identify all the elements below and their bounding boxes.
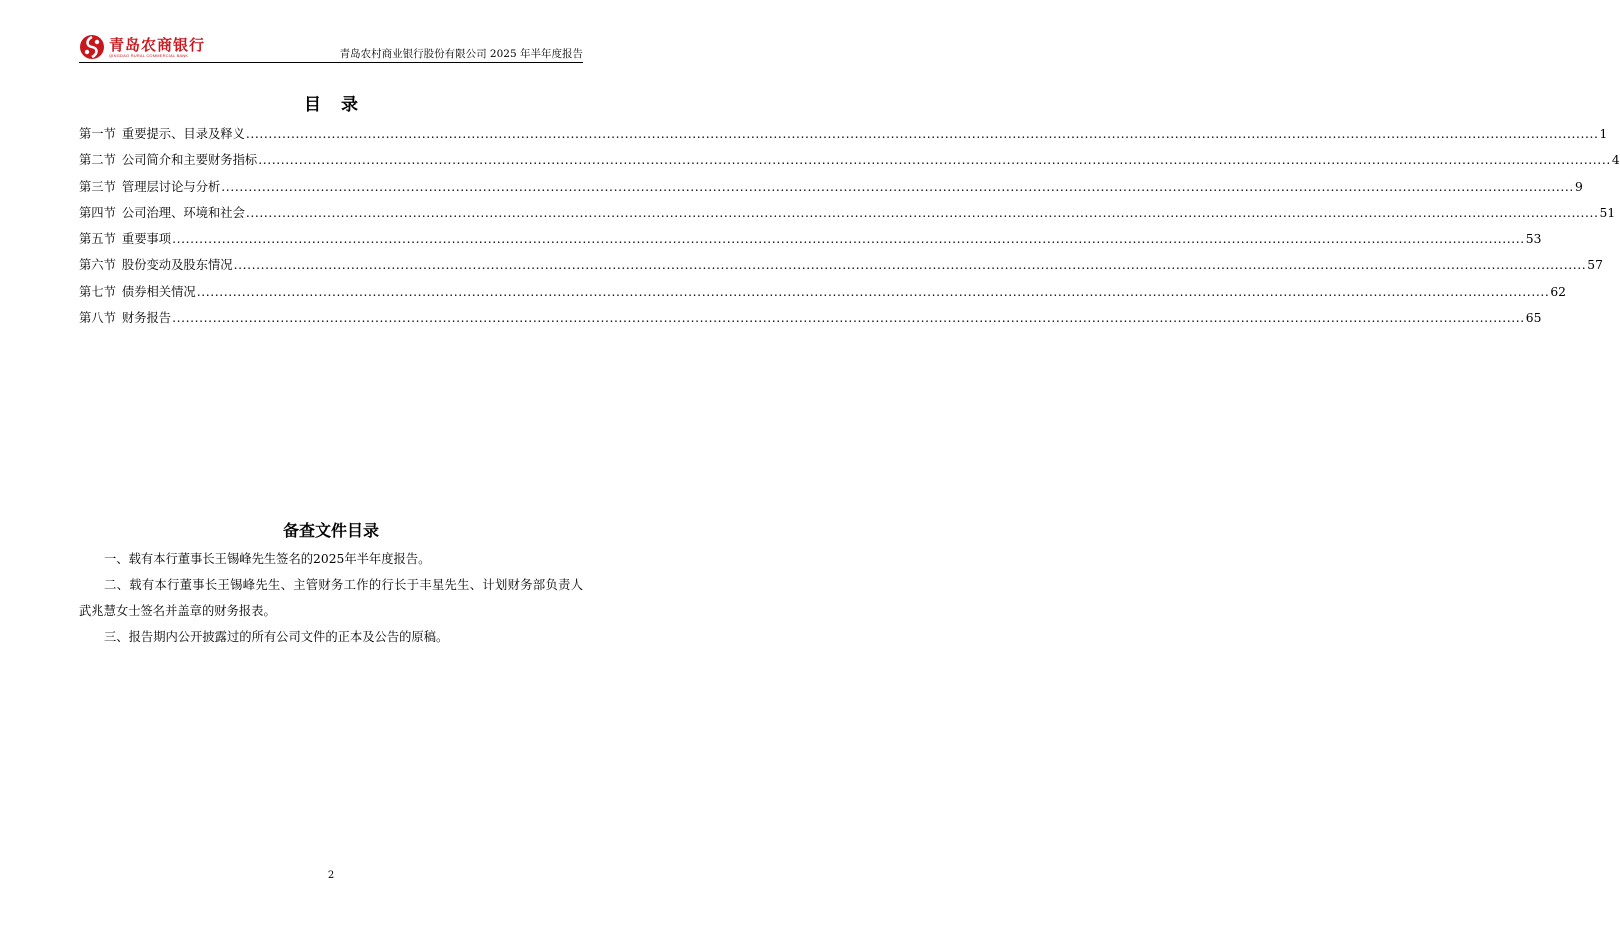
toc-section-name: 公司简介和主要财务指标 [121, 153, 258, 168]
toc-page-number: 53 [1525, 232, 1542, 247]
report-title: 青岛农村商业银行股份有限公司 2025 年半年度报告 [339, 48, 583, 60]
toc-section-number: 第三节 [79, 179, 116, 194]
toc-item[interactable] [79, 282, 1567, 308]
bank-logo [79, 33, 205, 61]
reference-doc-item: 一、载有本行董事长王锡峰先生签名的2025年半年度报告。 [104, 552, 431, 566]
toc-section-name: 重要事项 [121, 232, 172, 247]
toc-page-number: 4 [1611, 153, 1620, 168]
toc-section-number: 第六节 [79, 258, 116, 273]
toc-section-name: 公司治理、环境和社会 [121, 205, 245, 220]
toc-section-name: 财务报告 [121, 311, 172, 326]
toc-section-name: 股份变动及股东情况 [121, 258, 233, 273]
toc-section-name: 债券相关情况 [121, 284, 196, 299]
toc-item[interactable] [79, 255, 1603, 281]
toc-page-number: 65 [1525, 311, 1542, 326]
toc-item[interactable] [79, 229, 1542, 255]
toc-item[interactable] [79, 150, 1620, 176]
toc-page-number: 51 [1599, 205, 1616, 220]
toc-title: 目 录 [304, 95, 358, 115]
table-of-contents [79, 124, 1620, 334]
reference-doc-item: 二、载有本行董事长王锡峰先生、主管财务工作的行长于丰星先生、计划财务部负责人武兆慧女士签名并盖章的财务报表。 [79, 578, 583, 618]
toc-leader-dots: ............................................................................................................................................................................................................................................................................................................ [258, 153, 1611, 168]
reference-docs-title: 备查文件目录 [282, 521, 379, 540]
toc-leader-dots: ............................................................................................................................................................................................................................................................................................................ [245, 205, 1599, 220]
toc-page-number: 9 [1574, 179, 1583, 194]
bank-logo-icon [79, 34, 105, 60]
logo-english-name: QINGDAO RURAL COMMERCIAL BANK [109, 52, 189, 58]
logo-chinese-name: 青岛农商银行 [109, 35, 206, 54]
toc-section-number: 第一节 [79, 127, 116, 141]
toc-section-number: 第五节 [79, 232, 116, 247]
toc-item[interactable] [79, 124, 1608, 150]
toc-page-number: 1 [1599, 127, 1608, 141]
toc-page-number: 62 [1550, 284, 1567, 299]
toc-leader-dots: ............................................................................................................................................................................................................................................................................................................ [233, 258, 1587, 273]
page-number: 2 [327, 870, 335, 881]
toc-page-number: 57 [1587, 258, 1603, 273]
toc-item[interactable] [79, 203, 1616, 229]
toc-item[interactable] [79, 308, 1542, 334]
toc-item[interactable] [79, 177, 1583, 203]
toc-section-number: 第八节 [79, 311, 116, 326]
toc-leader-dots: ............................................................................................................................................................................................................................................................................................................ [172, 311, 1525, 326]
toc-section-number: 第四节 [79, 205, 116, 220]
reference-docs-list [79, 546, 583, 650]
reference-doc-item: 三、报告期内公开披露过的所有公司文件的正本及公告的原稿。 [104, 630, 449, 644]
toc-section-number: 第七节 [79, 284, 116, 299]
toc-leader-dots: ............................................................................................................................................................................................................................................................................................................ [245, 127, 1599, 141]
toc-leader-dots: ............................................................................................................................................................................................................................................................................................................ [196, 284, 1550, 299]
toc-section-name: 重要提示、目录及释义 [121, 127, 245, 141]
toc-section-name: 管理层讨论与分析 [121, 179, 221, 194]
toc-leader-dots: ............................................................................................................................................................................................................................................................................................................ [221, 179, 1574, 194]
toc-section-number: 第二节 [79, 153, 116, 168]
toc-leader-dots: ............................................................................................................................................................................................................................................................................................................ [172, 232, 1525, 247]
page-header [79, 33, 583, 63]
